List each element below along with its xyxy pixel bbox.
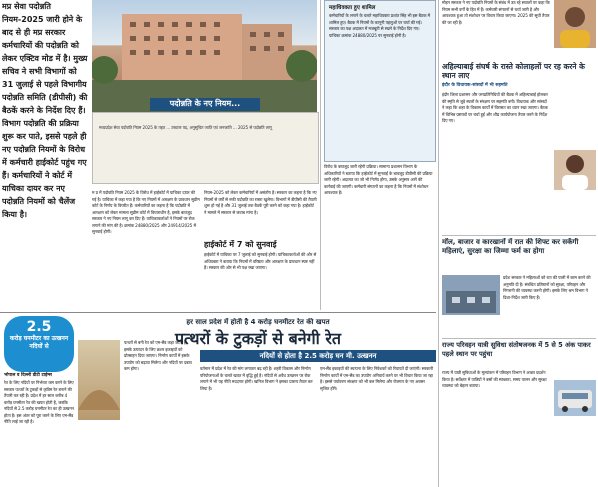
sand-subbar: नदियों से होता है 2.5 करोड़ घन मी. उत्खनन [200,350,436,362]
right-top-text: मोहन सरकार ने नए पदोन्नति नियमों के संबंध में उठ रहे सवालों पर कहा कि नियम सभी वर्गों के हित में हैं। कर्मचारी संगठनों से चर्चा जारी है और आवश्यक हुआ तो संशोधन पर विचार किया जाएगा। 2025 की सूची तैयार की जा रही है। [442,0,550,25]
person-icon [554,0,596,48]
advocate-box-title: महाधिवक्ता हुए शामिल [329,5,376,11]
bus-icon [554,380,596,416]
bus-photo [554,380,596,416]
transport-headline: राज्य परिवहन यात्री सुविधा संतोषजनक में 5 से 5 अंक पाकर पहले स्थान पर पहुंचा [442,341,591,358]
sand-photo [78,340,120,420]
sand-badge [4,316,74,372]
sand-badge-text: करोड़ घनमीटर का उत्खनन नदियों से [9,335,69,350]
top-body-1: म प्र में पदोन्नति नियम 2025 के विरोध में हाईकोर्ट में याचिका दायर की गई है। याचिका में कहा गया है कि नए नियमों में आरक्षण के प्रावधान सुप्रीम कोर्ट के निर्णय के विपरीत हैं। कर्मचारियों का कहना है कि पदोन्नति में आरक्षण को लेकर मामला सुप्रीम कोर्ट में विचाराधीन है, इसके बावजूद सरकार ने नए नियम लागू कर दिए हैं। याचिकाकर्ताओं ने नियमों पर रोक लगाने की मांग की है। क्रमांक 24880/2025 और 24914/2025 में सुनवाई होगी। [92,190,200,234]
building-photo [92,0,317,112]
person-icon [554,150,596,190]
sand-col-2: पत्थरों से बनी रेत को एम-सैंड कहा जाता है। इसके उत्पादन के लिए क्रशर इकाइयों को प्रोत्साहन दिया जाएगा। निर्माण कार्यों में इसके उपयोग को बढ़ावा मिलेगा और नदियों पर दबाव कम होगा। [124,340,192,371]
sand-dateline: भोपाल व दिल्ली डीटी टाईम्स [4,373,52,378]
market-headline: मॉल, बाजार व कारखानों में रात की शिफ्ट कर सकेंगी महिलाएं, सुरक्षा का जिम्मा फर्म का होगा [442,238,579,255]
advocate-box-text: कर्मचारियों के लगाने के चलते महाधिवक्ता प्रशांत सिंह भी इस बैठक में शामिल हुए। बैठक में नियमों के कानूनी पहलुओं पर चर्चा की गई। सरकार का पक्ष अदालत में मजबूती से रखने के निर्देश दिए गए। याचिका क्रमांक 24880/2025 पर सुनवाई होनी है। [329,13,430,38]
sand-col-4: एम-सैंड इकाइयों की स्थापना के लिए निवेशकों को रियायतें दी जाएंगी। सरकारी निर्माण कार्यों में एम-सैंड का उपयोग अनिवार्य करने पर भी विचार किया जा रहा है। इससे पर्यावरण संरक्षण को भी बल मिलेगा और रोजगार के नए अवसर सृजित होंगे। [320,366,434,391]
banner-headline: पत्थरों के टुकड़ों से बनेगी रेत [174,329,342,348]
banner-kicker: हर साल प्रदेश में होती है 4 करोड़ घनमीटर रेत की खपत [186,318,330,326]
market-text: प्रदेश सरकार ने महिलाओं को रात की पाली में काम करने की अनुमति दी है। संबंधित प्रतिष्ठानों को सुरक्षा, परिवहन और निगरानी की व्यवस्था करनी होगी। इसके लिए श्रम विभाग ने दिशा-निर्देश जारी किए हैं। [503,275,591,300]
document-inset [92,112,319,184]
photo-caption: पदोन्नति के नए नियम... [150,98,260,111]
lead-paragraph: मप्र सेवा पदोन्नति नियम-2025 जारी होने के बाद से ही मप्र सरकार कर्मचारियों की पदोन्नति को लेकर एक्टिव मोड में है। मुख्य सचिव ने सभी विभागों को 31 जुलाई से पहले विभागीय पदोन्नति समिति (डीपीसी) की बैठकें करने के निर्देश दिए हैं। विभाग पदोन्नति की प्रक्रिया शुरू कर पाते, इससे पहले ही नए पदोन्नति नियमों के विरोध में कर्मचारी हाईकोर्ट पहुंच गए हैं। कर्मचारियों ने कोर्ट में याचिका दायर कर नए पदोन्नति नियमों को चैलेंज किया है। [2,2,88,219]
right-body: इंदौर जिला प्रशासन और जनप्रतिनिधियों की बैठक में अहिल्याबाई होलकर की स्मृति से जुड़े स्थलों के संरक्षण पर सहमति बनी। विधायक और सांसदों ने कहा कि शहर के विकास कार्यों में विरासत का ध्यान रखा जाएगा। बैठक में विभिन्न प्रस्तावों पर चर्चा हुई और शीघ्र कार्ययोजना तैयार करने के निर्देश दिए गए। [442,92,548,123]
building-illustration [92,0,317,112]
sand-badge-number: 2.5 [26,319,52,335]
sand-col-1: रेत के लिए नदियों पर निर्भरता कम करने के लिए सरकार पत्थरों के टुकड़ों से कृत्रिम रेत बनाने की तैयारी कर रही है। प्रदेश में हर साल करीब 4 करोड़ घनमीटर रेत की खपत होती है, जबकि नदियों से 2.5 करोड़ घनमीटर रेत का ही उत्खनन होता है। इस अंतर को पूरा करने के लिए एम-सैंड नीति लाई जा रही है। [4,380,74,424]
transport-text: राज्य में यात्री सुविधाओं के मूल्यांकन में परिवहन विभाग ने अच्छा प्रदर्शन किया है। सर्वेक्षण में यात्रियों ने बसों की स्वच्छता, समय पालन और सुरक्षा व्यवस्था को बेहतर बताया। [442,370,547,388]
right-subhead: इंदौर के विधायक-सांसदों में भी सहमति [442,83,508,88]
portrait-photo-1 [554,0,596,48]
top-body-2: नियम-2025 को लेकर कर्मचारियों में असंतोष है। सरकार का कहना है कि नए नियमों से वर्षों से रुकी पदोन्नति का रास्ता खुलेगा। विभागों में डीपीसी की तैयारी शुरू हो गई है और 31 जुलाई तक बैठकें पूरी करने को कहा गया है। हाईकोर्ट ने मामले में सरकार से जवाब मांगा है। [204,190,317,215]
advocate-box [324,0,436,162]
sand-col-3: वर्तमान में प्रदेश में रेत की मांग लगातार बढ़ रही है। शहरी विकास और निर्माण परियोजनाओं के चलते खपत में वृद्धि हुई है। नदियों से अवैध उत्खनन पर रोक लगाने में भी यह नीति मददगार होगी। खनिज विभाग ने इसका प्रारूप तैयार कर लिया है। [200,366,313,391]
portrait-photo-2 [554,150,596,190]
hearing-body: हाईकोर्ट में याचिका पर 7 जुलाई को सुनवाई होगी। याचिकाकर्ताओं की ओर से अधिवक्ता ने बताया कि नियमों में वरिष्ठता और आरक्षण के प्रावधान स्पष्ट नहीं हैं। सरकार की ओर से भी पक्ष रखा जाएगा। [204,252,317,270]
document-text: मध्यप्रदेश सेवा पदोन्नति नियम 2025 के तहत ... उच्चतर पद, अनुसूचित जाति एवं जनजाति ... 2025 से पदोन्नति लागू [99,125,272,130]
factory-icon [442,275,500,315]
middle-body: विरोध के बावजूद जारी रहेगी प्रक्रिया। सामान्य प्रशासन विभाग के अधिकारियों ने बताया कि हाईकोर्ट में सुनवाई के बावजूद डीपीसी की प्रक्रिया जारी रहेगी। अदालत का जो भी निर्णय होगा, उसके अनुसार आगे की कार्रवाई की जाएगी। कर्मचारी संगठनों का कहना है कि नियमों में संशोधन आवश्यक है। [324,164,433,195]
hearing-subhead: हाईकोर्ट में 7 को सुनवाई [204,240,277,249]
market-photo [442,275,500,315]
sand-pile-icon [78,340,120,420]
right-headline: अहिल्याबाई संघर्ष के रास्ते कोलाहलों पर रह करने के स्थान लाए [442,62,585,80]
